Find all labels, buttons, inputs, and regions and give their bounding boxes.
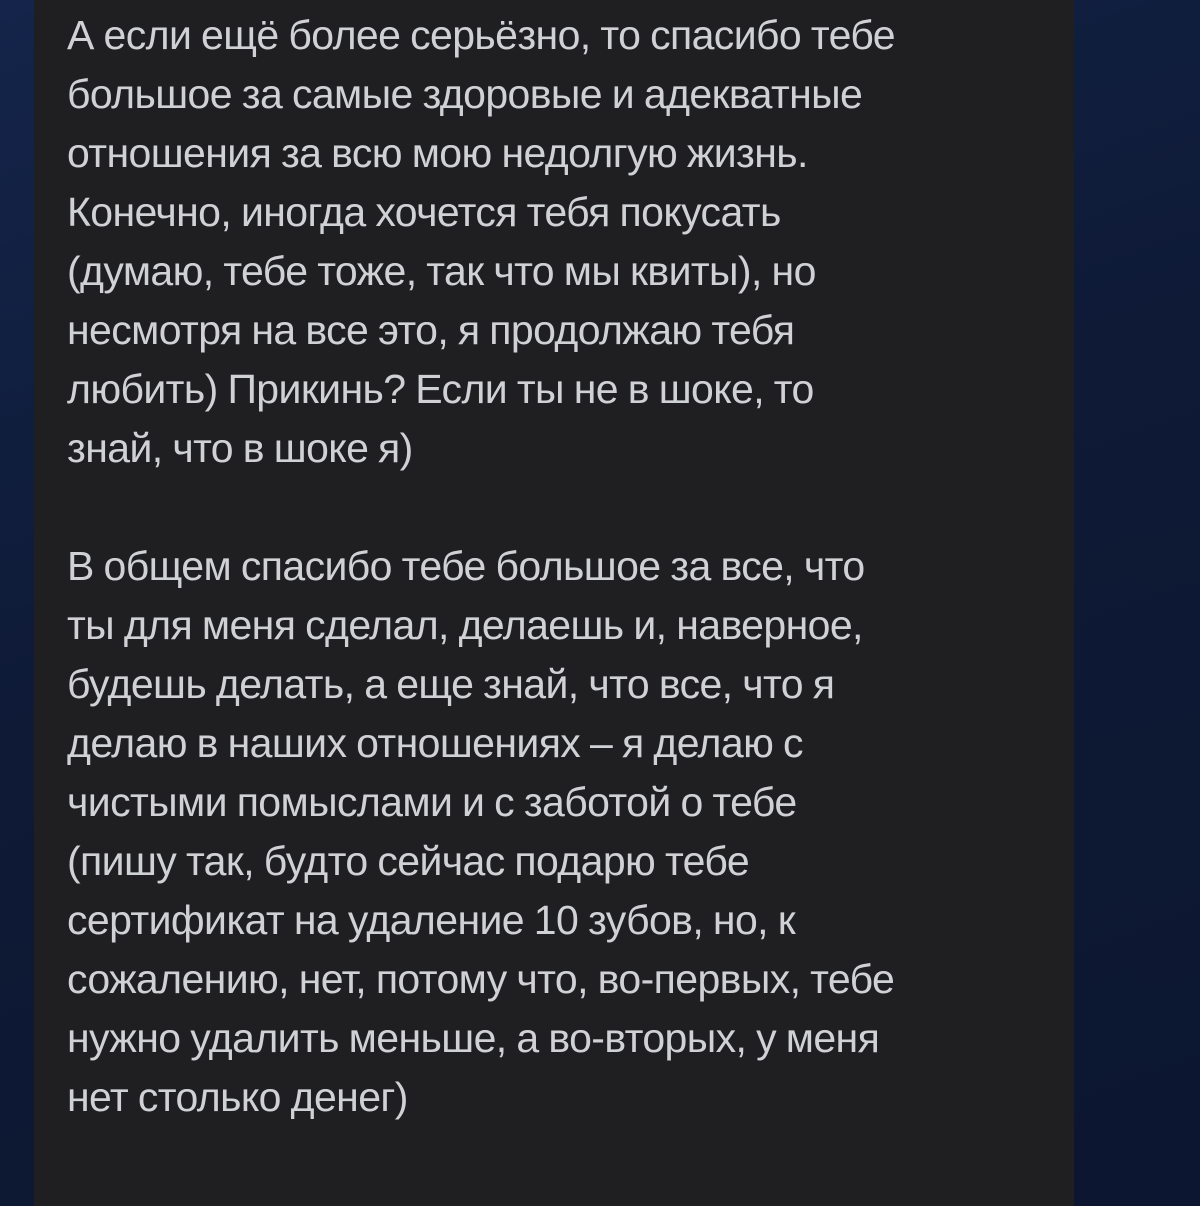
message-bubble[interactable] bbox=[34, 0, 1074, 1206]
message-line: (думаю, тебе тоже, так что мы квиты), но bbox=[67, 248, 816, 294]
message-line: чистыми помыслами и с заботой о тебе bbox=[67, 779, 797, 825]
message-line: большое за самые здоровые и адекватные bbox=[67, 71, 863, 117]
message-line: В общем спасибо тебе большое за все, что bbox=[67, 543, 865, 589]
message-line: сертификат на удаление 10 зубов, но, к bbox=[67, 897, 796, 943]
paragraph-break bbox=[67, 478, 1034, 537]
message-line: ты для меня сделал, делаешь и, наверное, bbox=[67, 602, 863, 648]
message-line: нет столько денег) bbox=[67, 1074, 408, 1120]
message-line: отношения за всю мою недолгую жизнь. bbox=[67, 130, 808, 176]
message-line: Конечно, иногда хочется тебя покусать bbox=[67, 189, 781, 235]
message-line: будешь делать, а еще знай, что все, что я bbox=[67, 661, 835, 707]
message-line: несмотря на все это, я продолжаю тебя bbox=[67, 307, 795, 353]
message-line: А если ещё более серьёзно, то спасибо тебе bbox=[67, 12, 895, 58]
message-line: (пишу так, будто сейчас подарю тебе bbox=[67, 838, 750, 884]
message-text bbox=[67, 6, 1034, 1127]
message-line: любить) Прикинь? Если ты не в шоке, то bbox=[67, 366, 814, 412]
message-line: нужно удалить меньше, а во-вторых, у меня bbox=[67, 1015, 880, 1061]
message-line: делаю в наших отношениях – я делаю с bbox=[67, 720, 803, 766]
message-line: сожалению, нет, потому что, во-первых, тебе bbox=[67, 956, 895, 1002]
message-line: знай, что в шоке я) bbox=[67, 425, 413, 471]
